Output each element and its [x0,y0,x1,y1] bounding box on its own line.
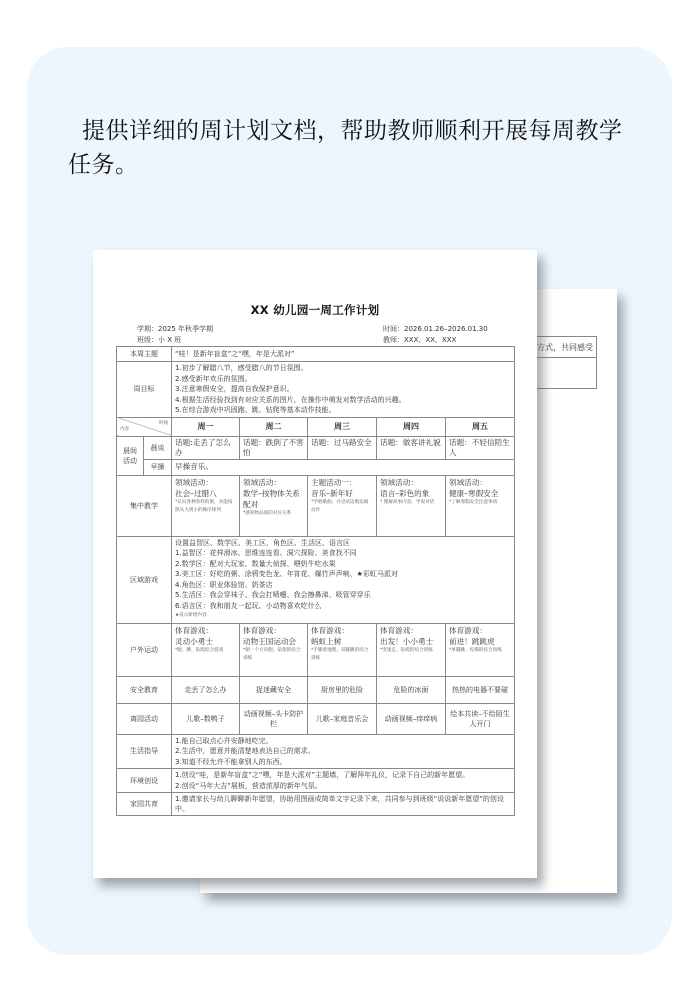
life-item: 3.知道不经允许不能拿别人的东西。 [175,757,287,766]
area-games-row [117,536,515,623]
activity-note: *认识各种各样的粥，并能按照从大到小的顺序排列 [175,499,233,513]
activity-note: *感知物品间的对应关系 [243,510,292,516]
morning-talk-row [117,436,515,459]
safety-cell: 热热的电器不要碰 [446,676,515,703]
corner-time-label: 时间 [159,420,168,426]
family-row [117,793,515,816]
goals-list [172,362,515,418]
environment-row [117,769,515,793]
focus-cell [377,475,446,536]
morning-talk-cell: 话题：过马路安全 [308,436,377,459]
activity-note: * 理解故事内容，学说对话 [380,499,435,505]
day-header-row [117,417,515,436]
safety-row [117,676,515,703]
activity-title: 音乐–新年好 [311,488,353,498]
focus-label: 集中教学 [117,475,172,536]
area-note: ★表示新增内容 [175,613,207,618]
outdoor-label: 户外运动 [117,623,172,676]
morning-exercise-row [117,459,515,475]
activity-type: 领域活动： [380,477,418,487]
day-header-tue: 周二 [240,417,308,436]
goals-label: 周目标 [117,362,172,418]
date-range: 时间：2026.01.26–2026.01.30 [383,325,488,333]
goal-item: 3.注意寒假安全，提高自我保护意识。 [175,385,294,393]
day-header-thu: 周四 [377,417,446,436]
life-item: 2.生活中，愿意并能清楚地表达自己的需求。 [175,747,315,755]
headline: 提供详细的周计划文档，帮助教师顺利开展每周教学任务。 [68,118,623,178]
focus-cell [308,475,377,536]
family-label: 家园共育 [117,793,172,816]
family-value: 1.邀请家长与幼儿聊聊新年愿望，协助用图画或简单文字记录下来，共同参与到班级“说说新年愿望”的创设中。 [172,793,515,816]
env-label: 环境创设 [117,769,172,793]
corner-content-label: 内容 [120,426,129,432]
day-header-fri: 周五 [446,417,515,436]
life-guidance-row [117,734,515,769]
activity-note: *单脚跳、投掷的综合训练 [449,647,502,653]
life-list [172,734,515,769]
morning-exercise-label: 早操 [144,459,172,475]
activity-note: *了解寒假安全注意事项 [449,499,498,505]
focus-cell [446,475,515,536]
morning-exercise-value: 早操音乐。 [172,459,515,475]
life-label: 生活指导 [117,734,172,769]
activity-title: 出发！小小勇士 [380,636,434,646]
morning-talk-cell: 话题:走丢了怎么办 [172,436,240,459]
area-line: 1.益智区：花样滑冰、思维连连看、洞穴探险、美食找不同 [175,549,357,557]
activity-note: *变速走、钻爬的综合训练 [380,647,433,653]
goals-row [117,362,515,418]
outdoor-cell [446,623,515,676]
area-line: 6.语言区：我和朋友一起玩、小动物喜欢吃什么 [175,601,322,610]
semester: 学期：2025 年秋季学期 [137,325,214,333]
morning-talk-cell: 话题：做客讲礼貌 [377,436,446,459]
activity-type: 体育游戏： [175,625,213,635]
activity-type: 体育游戏： [380,625,418,635]
activity-title: 健康–寒假安全 [449,488,499,498]
env-item: 2.创设“马年大吉”展板，营造浓厚的新年气氛。 [175,781,322,790]
corner-diagonal-cell [117,417,172,436]
activity-title: 蚂蚁上树 [311,636,342,646]
goal-item: 2.感受新年欢乐的氛围。 [175,374,252,383]
outdoor-cell [172,623,240,676]
activity-type: 体育游戏： [449,625,487,635]
departure-cell: 儿歌–数鸭子 [172,703,240,734]
safety-label: 安全教育 [117,676,172,703]
activity-title: 灵动小勇士 [175,636,213,646]
safety-cell: 走丢了怎么办 [172,676,240,703]
morning-talk-label: 晨谈 [144,436,172,459]
activity-type: 体育游戏： [311,625,349,635]
safety-cell: 危险的冰面 [377,676,446,703]
meta-left [137,324,213,346]
activity-title: 数学–按物体关系配对 [243,488,300,509]
activity-title: 社会–过腊八 [175,488,217,498]
area-line: 4.角色区：职业体验馆、奶茶店 [175,580,273,589]
departure-cell: 动画视频–头卡防护栏 [240,703,308,734]
teachers: 教师：XXX、XX、XXX [383,336,457,344]
outdoor-cell [308,623,377,676]
day-header-mon: 周一 [172,417,240,436]
env-item: 1.创设“哇，是新年盲盒”之“嘿，年是大派对”主题墙，了解拜年礼仪，记录下自己的新年愿望。 [175,771,470,779]
focus-cell [172,475,240,536]
morning-talk-cell: 话题：不轻信陌生人 [446,436,515,459]
focus-cell [240,475,308,536]
life-item: 1.能自己取点心并安静地吃完。 [175,736,273,745]
outdoor-cell [377,623,446,676]
activity-type: 主题活动一： [311,477,357,487]
activity-note: *学唱歌曲，并尝试边唱边做动作 [311,499,369,513]
activity-title: 动物王国运动会 [243,636,297,646]
activity-note: *朝一个方向跑、钻爬的综合训练 [243,647,301,661]
theme-label: 本周主题 [117,347,172,362]
back-page-text: 方式，共同感受 [201,337,597,358]
morning-talk-cell: 话题：跌倒了不害怕 [240,436,308,459]
departure-cell: 绘本共读–不给陌生人开门 [446,703,515,734]
activity-title: 前进！跳跳虎 [449,636,495,646]
area-line: 2.数学区：配对大玩家、数量大侦探、喂奶牛吃水果 [175,559,336,568]
area-line: 设置益智区、数学区、美工区、角色区、生活区、语言区 [175,538,350,547]
departure-row [117,703,515,734]
area-line: 3.美工区：好吃的粥、涂鸦变色龙、年宵花、爆竹声声响、★彩虹马派对 [175,570,398,578]
day-header-wed: 周三 [308,417,377,436]
outdoor-cell [240,623,308,676]
env-list [172,769,515,793]
goal-item: 5.在综合游戏中巩固跑、跳、钻爬等基本动作技能。 [175,406,336,414]
departure-cell: 儿歌–家庭音乐会 [308,703,377,734]
departure-cell: 动画视频–痒痒病 [377,703,446,734]
focus-teaching-row [117,475,515,536]
theme-value: “哇！是新年盲盒”之“嘿，年是大派对” [172,347,515,362]
activity-title: 语言–彩色的象 [380,488,430,498]
goal-item: 4.根据生活经验找到有对应关系的图片，在操作中萌发对数学活动的兴趣。 [175,395,406,404]
front-document-page [93,250,537,878]
activity-type: 领域活动： [449,477,487,487]
safety-cell: 捉迷藏安全 [240,676,308,703]
theme-row [117,347,515,362]
activity-note: *手膝着地爬、双脚跳的综合训练 [311,647,369,661]
morning-label: 晨间活动 [117,436,144,475]
activity-note: *跑、跳、钻爬综合游戏 [175,647,224,653]
area-label: 区域游戏 [117,536,172,623]
document-title: XX 幼儿园一周工作计划 [250,303,380,317]
activity-type: 领域活动： [175,477,213,487]
activity-type: 体育游戏： [243,625,281,635]
departure-label: 离园活动 [117,703,172,734]
weekly-plan-table [116,346,515,816]
activity-type: 领域活动： [243,477,281,487]
safety-cell: 厨房里的危险 [308,676,377,703]
class-name: 班级：小 X 班 [137,336,182,344]
goal-item: 1.初步了解腊八节，感受腊八的节日氛围。 [175,364,308,372]
meta-right [383,324,488,346]
area-list [172,536,515,623]
area-line: 5.生活区：我会穿袜子、我会打喷嚏、我会擦鼻涕、吸管穿穿乐 [175,591,371,599]
outdoor-row [117,623,515,676]
